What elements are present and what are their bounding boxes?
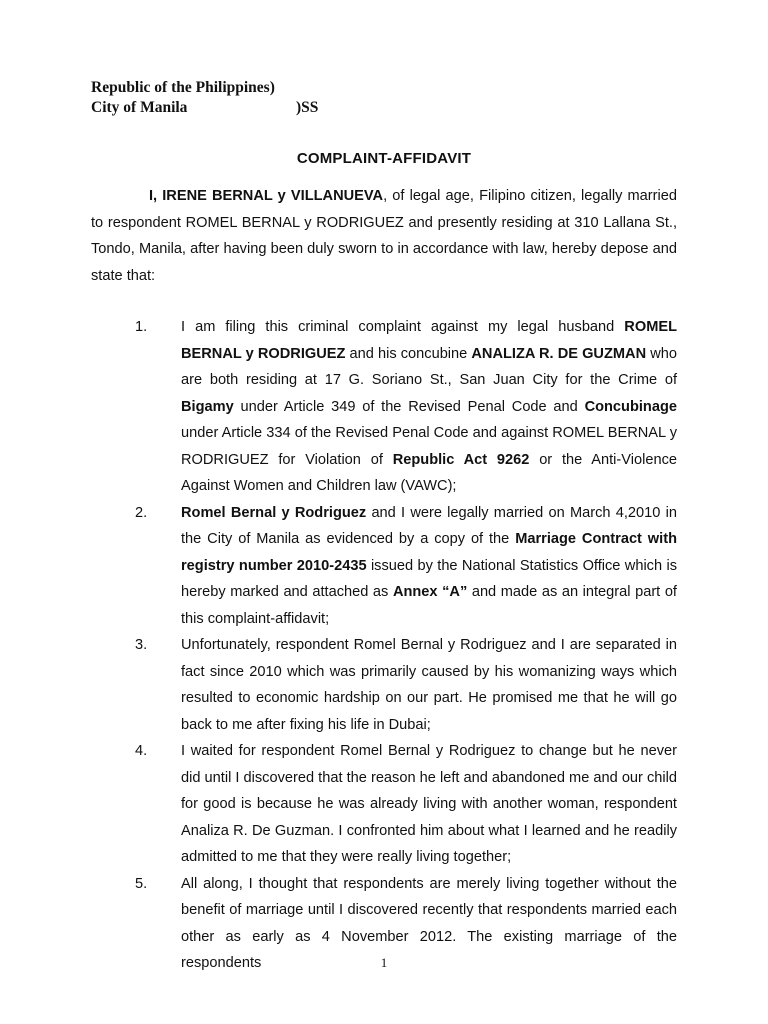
paragraph-text bbox=[181, 738, 677, 871]
paragraph-text bbox=[181, 314, 677, 500]
text-segment: under Article 349 of the Revised Penal Code and bbox=[233, 398, 585, 415]
text-segment: and his concubine bbox=[345, 345, 472, 362]
numbered-paragraph bbox=[91, 632, 677, 738]
bold-text-segment: Concubinage bbox=[584, 398, 677, 415]
text-segment: or the Anti-Violence Against Women and Children law (VAWC); bbox=[181, 451, 677, 494]
document-title: COMPLAINT-AFFIDAVIT bbox=[296, 150, 472, 167]
text-segment: and made as an integral part of this complaint-affidavit; bbox=[181, 584, 677, 627]
venue-republic: Republic of the Philippines) bbox=[91, 79, 275, 96]
paragraph-number: 1. bbox=[135, 319, 148, 335]
text-segment: issued by the National Statistics Office which is hereby marked and attached as bbox=[181, 557, 677, 600]
paragraph-text bbox=[181, 632, 677, 738]
numbered-paragraph bbox=[91, 738, 677, 871]
venue-ss: )SS bbox=[296, 99, 319, 116]
numbered-paragraphs bbox=[91, 314, 677, 977]
text-segment: Unfortunately, respondent Romel Bernal y Rodriguez and I are separated in fact since 2010 which was primarily caused by his womanizing ways which resulted to economic hardship on our part. He promised me that he will go back to me after fixing his life in Dubai; bbox=[181, 637, 677, 733]
intro-paragraph bbox=[91, 183, 677, 289]
venue-line-city bbox=[91, 98, 318, 118]
venue-line-republic bbox=[91, 78, 318, 98]
paragraph-number: 5. bbox=[135, 875, 148, 892]
paragraph-text bbox=[181, 500, 677, 633]
text-segment: I waited for respondent Romel Bernal y Rodriguez to change but he never did until I discovered that the reason he left and abandoned me and our child for good is because he was already living with another woman, respondent Analiza R. De Guzman. I confronted him about what I learned and he readily admitted to me that they were really living together; bbox=[181, 743, 677, 865]
bold-text-segment: Bigamy bbox=[181, 398, 234, 415]
bold-text-segment: Marriage Contract with registry number 2010-2435 bbox=[181, 531, 677, 574]
text-segment: under Article 334 of the Revised Penal Code and against ROMEL BERNAL y RODRIGUEZ for Violation of bbox=[181, 425, 677, 468]
text-segment: and I were legally married on March 4,2010 in the City of Manila as evidenced by a copy of the bbox=[181, 504, 677, 547]
bold-text-segment: Republic Act 9262 bbox=[392, 451, 530, 468]
bold-text-segment: Annex “A” bbox=[392, 584, 468, 600]
bold-text-segment: ANALIZA R. DE GUZMAN bbox=[471, 345, 647, 362]
paragraph-number: 4. bbox=[135, 743, 148, 759]
affiant-name: I, IRENE BERNAL y VILLANUEVA bbox=[149, 188, 384, 204]
numbered-paragraph bbox=[91, 500, 677, 633]
page-number: 1 bbox=[380, 955, 388, 970]
text-segment: who are both residing at 17 G. Soriano St., San Juan City for the Crime of bbox=[181, 345, 677, 388]
venue-block bbox=[91, 78, 318, 118]
bold-text-segment: Romel Bernal y Rodriguez bbox=[181, 504, 367, 521]
bold-text-segment: ROMEL BERNAL y RODRIGUEZ bbox=[181, 319, 677, 362]
text-segment: I am filing this criminal complaint against my legal husband bbox=[181, 319, 625, 335]
paragraph-number: 2. bbox=[135, 504, 148, 521]
numbered-paragraph bbox=[91, 314, 677, 500]
text-segment: All along, I thought that respondents are merely living together without the benefit of marriage until I discovered recently that respondents married each other as early as 4 November 2012. The existing marriage of the respondents bbox=[181, 875, 677, 971]
venue-city: City of Manila bbox=[91, 99, 188, 116]
paragraph-number: 3. bbox=[135, 637, 148, 653]
intro-text: , of legal age, Filipino citizen, legally married to respondent ROMEL BERNAL y RODRIGUEZ and presently residing at 310 Lallana St., Tondo, Manila, after having been duly sworn to in accordance with law, hereby depose and state that: bbox=[91, 188, 677, 284]
